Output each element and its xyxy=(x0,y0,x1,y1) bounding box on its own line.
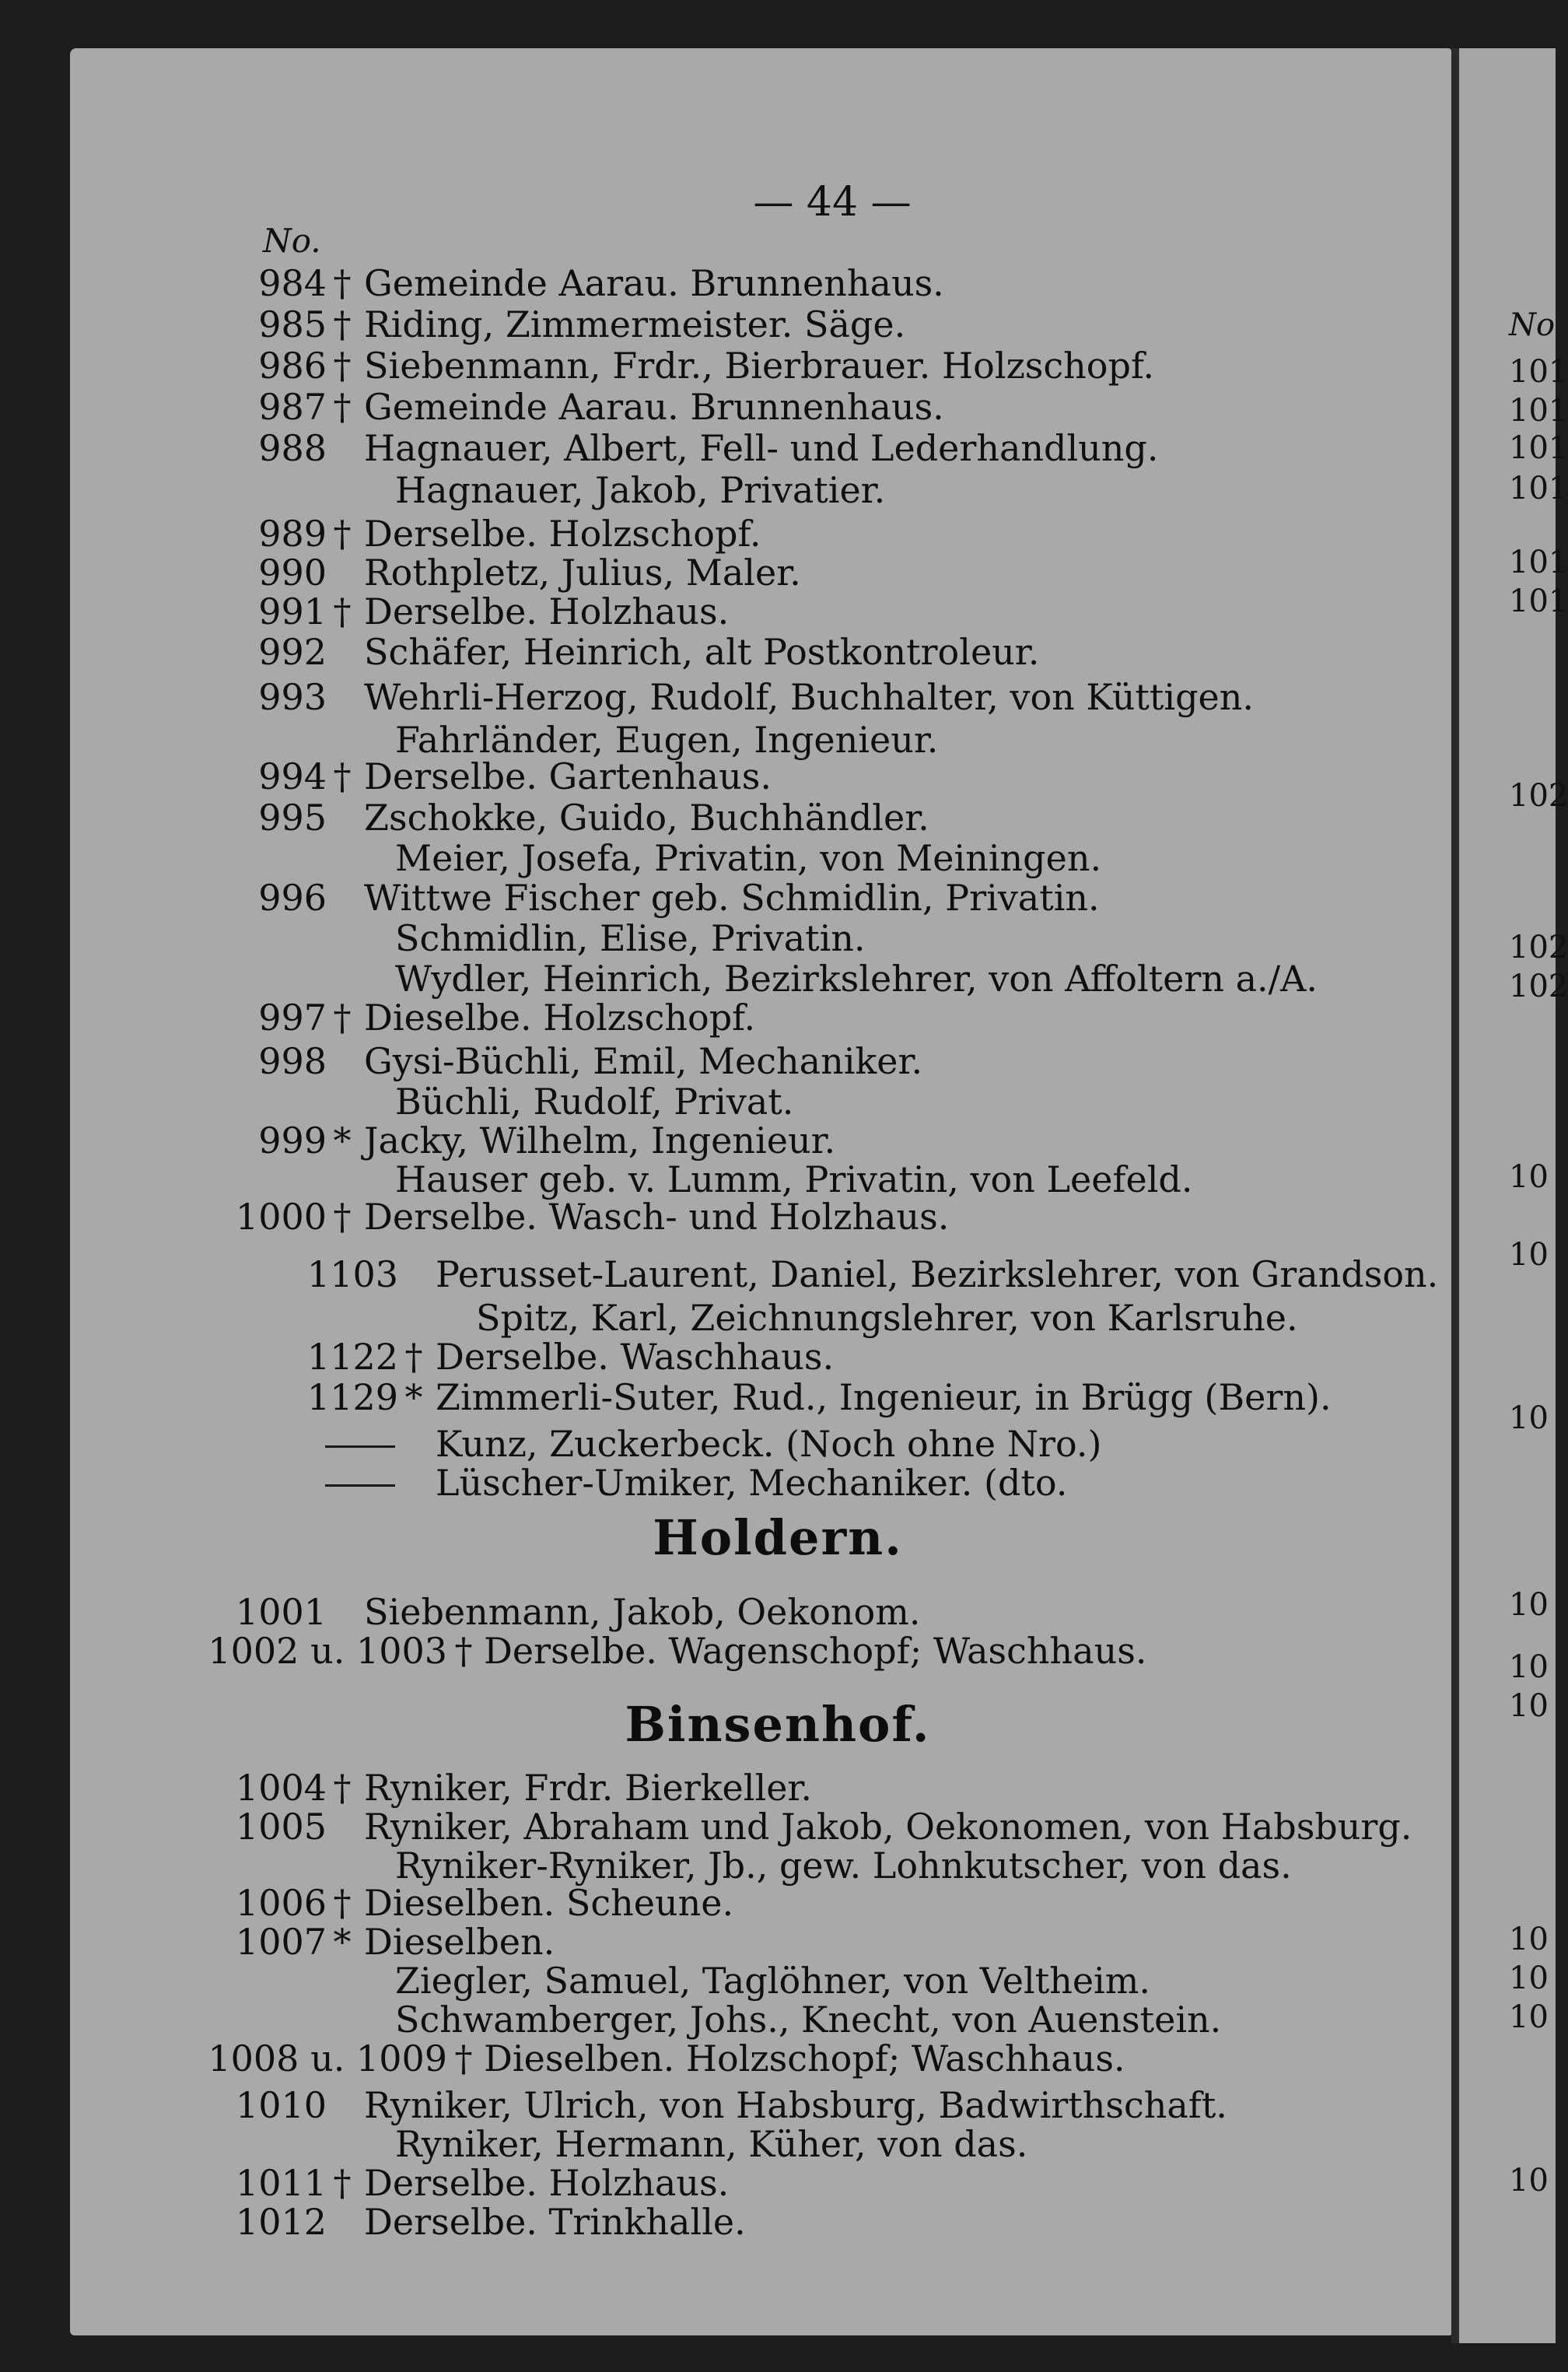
entry-text: Spitz, Karl, Zeichnungslehrer, von Karlsruhe. xyxy=(476,1297,1298,1339)
entry-number: 1008 u. 1009 xyxy=(208,2037,447,2079)
entry-number: 996 xyxy=(258,877,327,919)
entry-text: Fahrländer, Eugen, Ingenieur. xyxy=(395,719,939,761)
list-item xyxy=(0,1298,1447,1338)
dagger-mark: † xyxy=(333,2162,352,2204)
entry-text: Zimmerli-Suter, Rud., Ingenieur, in Brügg (Bern). xyxy=(436,1376,1332,1418)
entry-number: 999 xyxy=(258,1119,327,1161)
entry-text: Dieselben. Scheune. xyxy=(364,1882,734,1924)
list-item xyxy=(0,2202,1447,2242)
entry-text: Meier, Josefa, Privatin, von Meiningen. xyxy=(395,837,1102,879)
dagger-mark: † xyxy=(404,1336,423,1378)
entry-text: Schmidlin, Elise, Privatin. xyxy=(395,917,866,959)
list-item xyxy=(0,1337,1447,1377)
asterisk-mark: * xyxy=(333,1119,352,1161)
dagger-mark: † xyxy=(333,303,352,345)
dagger-mark: † xyxy=(333,1767,352,1809)
next-page-fragment: 10 xyxy=(1509,1922,1549,1957)
list-item xyxy=(0,1922,1447,1962)
entry-number: 1103 xyxy=(306,1253,398,1295)
list-item xyxy=(0,1592,1447,1632)
list-item xyxy=(0,470,1447,510)
list-item xyxy=(0,1806,1447,1847)
list-item xyxy=(0,1377,1447,1417)
list-item xyxy=(0,1999,1447,2040)
entry-number: 1000 xyxy=(235,1196,327,1238)
dagger-mark: † xyxy=(333,262,352,304)
column-label: No. xyxy=(263,222,321,260)
list-item xyxy=(0,1960,1447,2001)
list-item xyxy=(0,878,1447,918)
dagger-mark: † xyxy=(333,1882,352,1924)
list-item xyxy=(0,1631,1447,1671)
entry-text: Ryniker-Ryniker, Jb., gew. Lohnkutscher, von das. xyxy=(395,1845,1292,1887)
next-page-fragment: 10 xyxy=(1509,1587,1549,1623)
dagger-mark: † xyxy=(454,2037,473,2079)
entry-number: 995 xyxy=(258,797,327,839)
list-item xyxy=(0,428,1447,468)
list-item xyxy=(0,387,1447,427)
entry-text: Siebenmann, Jakob, Oekonom. xyxy=(364,1591,921,1633)
list-item xyxy=(0,1463,1447,1503)
dagger-mark: † xyxy=(333,755,352,797)
entry-number: 1011 xyxy=(235,2162,327,2204)
section-heading: Holdern. xyxy=(653,1509,903,1566)
dagger-mark: † xyxy=(333,345,352,387)
entry-text: Ryniker, Ulrich, von Habsburg, Badwirthschaft. xyxy=(364,2084,1227,2126)
entry-number: 986 xyxy=(258,345,327,387)
next-page-fragment: 10 xyxy=(1509,1649,1549,1685)
entry-number: 989 xyxy=(258,513,327,555)
entry-number: 1004 xyxy=(235,1767,327,1809)
next-page-fragment: 101 xyxy=(1509,545,1568,580)
list-item xyxy=(0,263,1447,303)
dagger-mark: † xyxy=(454,1630,473,1672)
next-page-fragment: 101 xyxy=(1509,393,1568,429)
entry-text: Wydler, Heinrich, Bezirkslehrer, von Affoltern a./A. xyxy=(395,958,1318,1000)
entry-text: Wittwe Fischer geb. Schmidlin, Privatin. xyxy=(364,877,1100,919)
entry-text: Schäfer, Heinrich, alt Postkontroleur. xyxy=(364,631,1040,673)
list-item xyxy=(0,677,1447,717)
next-page-fragment: 10 xyxy=(1509,1159,1549,1195)
dagger-mark: † xyxy=(333,590,352,632)
list-item xyxy=(0,958,1447,999)
list-item xyxy=(0,756,1447,797)
list-item xyxy=(0,2038,1447,2079)
list-item xyxy=(0,1159,1447,1200)
entry-number: 988 xyxy=(258,427,327,469)
entry-number: 1002 u. 1003 xyxy=(208,1630,447,1672)
list-item xyxy=(0,1768,1447,1808)
next-page-fragment: 101 xyxy=(1509,354,1568,390)
list-item xyxy=(0,1197,1447,1237)
list-item xyxy=(0,1254,1447,1295)
list-item xyxy=(0,1041,1447,1081)
dagger-mark: † xyxy=(333,997,352,1039)
dagger-mark: † xyxy=(333,1196,352,1238)
list-item xyxy=(0,2085,1447,2125)
list-item xyxy=(0,2124,1447,2164)
entry-number xyxy=(334,1424,366,1464)
next-page-fragment: 10 xyxy=(1509,2163,1549,2199)
next-page-fragment: 102 xyxy=(1509,778,1568,814)
list-item xyxy=(0,632,1447,672)
entry-text: Ziegler, Samuel, Taglöhner, von Veltheim. xyxy=(395,1960,1151,2002)
entry-number: 985 xyxy=(258,303,327,345)
entry-number: 1001 xyxy=(235,1591,327,1633)
entry-number: 1007 xyxy=(235,1921,327,1963)
book-gutter xyxy=(1451,48,1459,2343)
entry-text: Derselbe. Holzschopf. xyxy=(364,513,761,555)
asterisk-mark: * xyxy=(404,1376,423,1418)
dagger-mark: † xyxy=(333,386,352,428)
list-item xyxy=(0,1845,1447,1886)
list-item xyxy=(0,513,1447,554)
next-page-fragment: 102 xyxy=(1509,930,1568,965)
entry-number: 994 xyxy=(258,755,327,797)
next-page-fragment: 10 xyxy=(1509,1400,1549,1436)
entry-text: Wehrli-Herzog, Rudolf, Buchhalter, von Küttigen. xyxy=(364,676,1255,718)
entry-text: Siebenmann, Frdr., Bierbrauer. Holzschopf. xyxy=(364,345,1154,387)
entry-text: Derselbe. Waschhaus. xyxy=(436,1336,835,1378)
next-page-fragment: 10 xyxy=(1509,1960,1549,1996)
page-number: — 44 — xyxy=(753,179,912,226)
dagger-mark: † xyxy=(333,513,352,555)
next-page-fragment: 102 xyxy=(1509,969,1568,1004)
entry-number: 1012 xyxy=(235,2201,327,2243)
entry-number: 1006 xyxy=(235,1882,327,1924)
next-page-fragment: 10 xyxy=(1509,1999,1549,2035)
entry-text: Derselbe. Gartenhaus. xyxy=(364,755,772,797)
list-item xyxy=(0,2163,1447,2203)
entry-text: Ryniker, Frdr. Bierkeller. xyxy=(364,1767,812,1809)
list-item xyxy=(0,1883,1447,1923)
list-item xyxy=(0,997,1447,1038)
entry-number: 987 xyxy=(258,386,327,428)
list-item xyxy=(0,552,1447,593)
list-item xyxy=(0,345,1447,386)
next-page-fragment: 101 xyxy=(1509,583,1568,619)
entry-text: Hagnauer, Albert, Fell- und Lederhandlung. xyxy=(364,427,1159,469)
entry-text: Hagnauer, Jakob, Privatier. xyxy=(395,469,886,511)
entry-text: Zschokke, Guido, Buchhändler. xyxy=(364,797,929,839)
entry-number: 992 xyxy=(258,631,327,673)
section-heading: Binsenhof. xyxy=(625,1696,931,1753)
list-item xyxy=(0,797,1447,838)
entry-number: 1005 xyxy=(235,1806,327,1848)
entry-number: 990 xyxy=(258,552,327,594)
entry-text: Ryniker, Abraham und Jakob, Oekonomen, von Habsburg. xyxy=(364,1806,1412,1848)
list-item xyxy=(0,838,1447,878)
entry-text: Derselbe. Holzhaus. xyxy=(364,590,730,632)
entry-text: Gysi-Büchli, Emil, Mechaniker. xyxy=(364,1040,923,1082)
entry-text: Derselbe. Wagenschopf; Waschhaus. xyxy=(484,1630,1147,1672)
entry-text: Schwamberger, Johs., Knecht, von Auenstein. xyxy=(395,1999,1222,2041)
next-page-fragment: 10 xyxy=(1509,1688,1549,1724)
list-item xyxy=(0,1120,1447,1161)
entry-text: Derselbe. Holzhaus. xyxy=(364,2162,730,2204)
entry-text: Kunz, Zuckerbeck. (Noch ohne Nro.) xyxy=(436,1423,1102,1465)
list-item xyxy=(0,1424,1447,1464)
asterisk-mark: * xyxy=(333,1921,352,1963)
entry-text: Lüscher-Umiker, Mechaniker. (dto. xyxy=(436,1462,1068,1504)
entry-text: Derselbe. Wasch- und Holzhaus. xyxy=(364,1196,950,1238)
list-item xyxy=(0,304,1447,345)
entry-text: Hauser geb. v. Lumm, Privatin, von Leefeld. xyxy=(395,1158,1193,1200)
entry-text: Gemeinde Aarau. Brunnenhaus. xyxy=(364,262,944,304)
entry-number: 1129 xyxy=(306,1376,398,1418)
entry-text: Rothpletz, Julius, Maler. xyxy=(364,552,801,594)
entry-text: Perusset-Laurent, Daniel, Bezirkslehrer, von Grandson. xyxy=(436,1253,1439,1295)
next-page-fragment: 101 xyxy=(1509,471,1568,506)
list-item xyxy=(0,591,1447,632)
next-page-fragment: 101 xyxy=(1509,430,1568,466)
entry-number: 998 xyxy=(258,1040,327,1082)
entry-number: 1122 xyxy=(306,1336,398,1378)
entry-text: Dieselben. Holzschopf; Waschhaus. xyxy=(484,2037,1125,2079)
entry-text: Büchli, Rudolf, Privat. xyxy=(395,1081,794,1123)
list-item xyxy=(0,1081,1447,1122)
entry-text: Dieselbe. Holzschopf. xyxy=(364,997,756,1039)
entry-number: 1010 xyxy=(235,2084,327,2126)
entry-number: 997 xyxy=(258,997,327,1039)
next-page-fragment: 10 xyxy=(1509,1237,1549,1273)
entry-number: 991 xyxy=(258,590,327,632)
list-item xyxy=(0,720,1447,760)
list-item xyxy=(0,918,1447,958)
next-page-fragment: No xyxy=(1509,307,1556,343)
entry-text: Gemeinde Aarau. Brunnenhaus. xyxy=(364,386,944,428)
entry-text: Derselbe. Trinkhalle. xyxy=(364,2201,746,2243)
entry-number xyxy=(334,1463,366,1503)
entry-number: 984 xyxy=(258,262,327,304)
entry-text: Riding, Zimmermeister. Säge. xyxy=(364,303,906,345)
entry-text: Ryniker, Hermann, Küher, von das. xyxy=(395,2123,1028,2165)
entry-text: Dieselben. xyxy=(364,1921,555,1963)
entry-number: 993 xyxy=(258,676,327,718)
entry-text: Jacky, Wilhelm, Ingenieur. xyxy=(364,1119,836,1161)
